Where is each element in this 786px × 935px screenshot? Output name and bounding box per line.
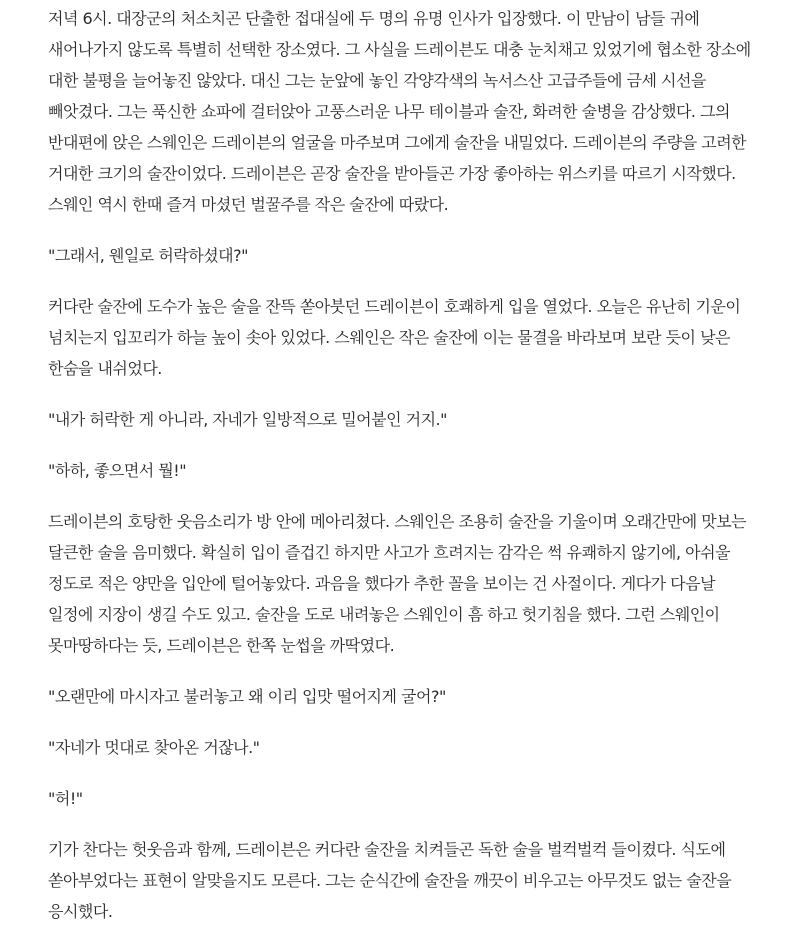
paragraph-7: "오랜만에 마시자고 불러놓고 왜 이리 입맛 떨어지게 굴어?" — [48, 687, 446, 706]
paragraph-8: "자네가 멋대로 찾아온 거잖나." — [48, 738, 260, 757]
paragraph-6: 드레이븐의 호탕한 웃음소리가 방 안에 메아리쳤다. 스웨인은 조용히 술잔을 기울이며 오래간만에 맛보는 달큰한 술을 음미했다. 확실히 입이 즐겁긴 하지만 사고가 흐려지는 감각은 썩 유쾌하지 않기에, 아쉬울 정도로 적은 양만을 입안에 털어놓았다. 과음을 했다가 추한 꼴을 보이는 건 사절이다. 게다가 다음날 일정에 지장이 생길 수도 있고. 술잔을 도로 내려놓은 스웨인이 흠 하고 헛기침을 했다. 그런 스웨인이 못마땅하다는 듯, 드레이븐은 한쪽 눈썹을 까딱였다. — [48, 512, 747, 655]
paragraph-2: "그래서, 웬일로 허락하셨대?" — [48, 246, 248, 265]
paragraph-3: 커다란 술잔에 도수가 높은 술을 잔뜩 쏟아붓던 드레이븐이 호쾌하게 입을 열었다. 오늘은 유난히 기운이 넘치는지 입꼬리가 하늘 높이 솟아 있었다. 스웨인은 작은 술잔에 이는 물결을 바라보며 보란 듯이 낮은 한숨을 내쉬었다. — [48, 297, 741, 378]
paragraph-4: "내가 허락한 게 아니라, 자네가 일방적으로 밀어붙인 거지." — [48, 410, 447, 429]
article-body — [0, 3, 786, 927]
paragraph-5: "하하, 좋으면서 뭘!" — [48, 461, 187, 480]
paragraph-1: 저녁 6시. 대장군의 처소치곤 단출한 접대실에 두 명의 유명 인사가 입장했다. 이 만남이 남들 귀에 새어나가지 않도록 특별히 선택한 장소였다. 그 사실을 드레이븐도 대충 눈치채고 있었기에 협소한 장소에 대한 불평을 늘어놓진 않았다. 대신 그는 눈앞에 놓인 각양각색의 녹서스산 고급주들에 금세 시선을 빼앗겼다. 그는 푹신한 쇼파에 걸터앉아 고풍스러운 나무 테이블과 술잔, 화려한 술병을 감상했다. 그의 반대편에 앉은 스웨인은 드레이븐의 얼굴을 마주보며 그에게 술잔을 내밀었다. 드레이븐의 주량을 고려한 거대한 크기의 술잔이었다. 드레이븐은 곧장 술잔을 받아들곤 가장 좋아하는 위스키를 따르기 시작했다. 스웨인 역시 한때 즐겨 마셨던 벌꿀주를 작은 술잔에 따랐다. — [48, 9, 751, 214]
paragraph-9: "허!" — [48, 789, 83, 808]
paragraph-10: 기가 찬다는 헛웃음과 함께, 드레이븐은 커다란 술잔을 치켜들곤 독한 술을 벌컥벌컥 들이켰다. 식도에 쏟아부었다는 표현이 알맞을지도 모른다. 그는 순식간에 술잔을 깨끗이 비우고는 아무것도 없는 술잔을 응시했다. — [48, 840, 732, 921]
